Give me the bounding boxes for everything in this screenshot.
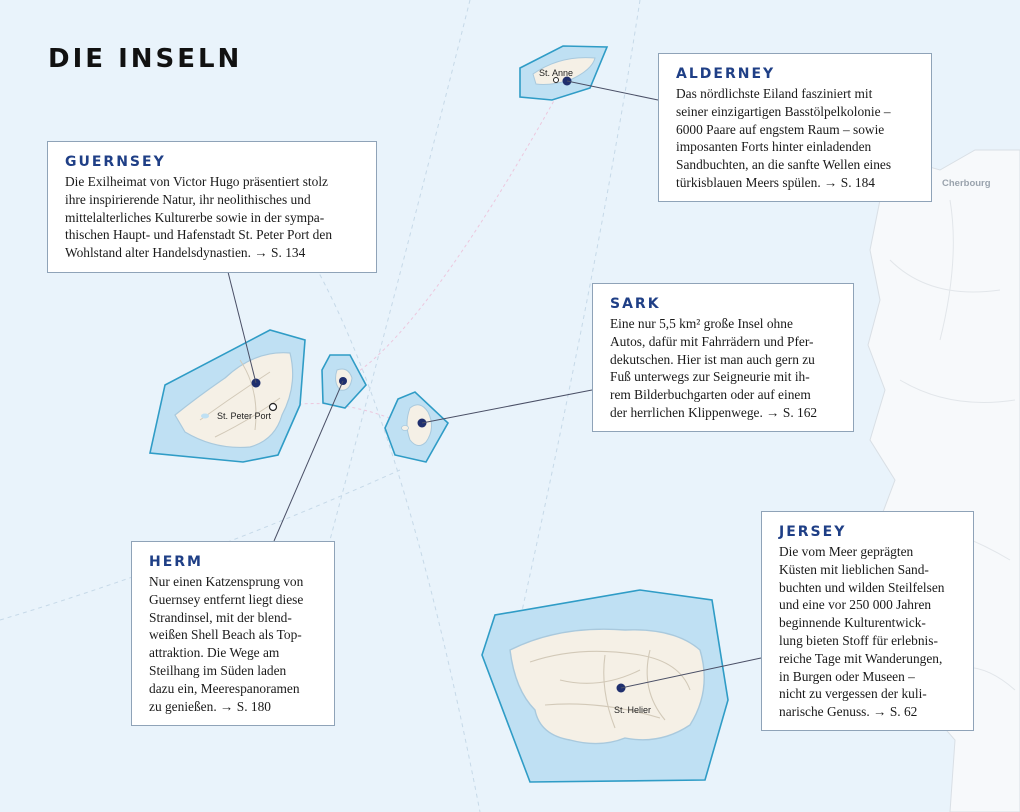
alderney-heading: ALDERNEY <box>676 66 776 82</box>
guernsey-text: Die Exilheimat von Victor Hugo präsentiert stolz ihre inspirierende Natur, ihr neolithisches und mittelalterliches Kulturerbe sowie in der sympa- thischen Haupt- und Hafenstadt St. Peter Port den Wohlstand alter Handelsdynastien. → S. 134 <box>65 174 333 261</box>
alderney-card <box>658 53 932 202</box>
st-anne-label: St. Anne <box>539 68 574 78</box>
jersey-text: Die vom Meer geprägten Küsten mit lieblichen Sand- buchten und wilden Steilfelsen und eine vor 250 000 Jahren beginnende Kulturentwick- lung bieten Stoff für erlebnis- reiche Tage mit Wanderungen, in Burgen oder Museen – nicht zu vergessen der kuli- narische Genuss. → S. 62 <box>779 544 945 720</box>
cherbourg-label: Cherbourg <box>942 178 991 189</box>
herm-card <box>131 541 335 726</box>
st-peter-port-town-icon <box>270 404 277 411</box>
alderney-text: Das nördlichste Eiland fasziniert mit seiner einzigartigen Basstölpelkolonie – 6000 Paare auf engstem Raum – sowie imposanten Forts hinter einladenden Sandbuchten, an die sanfte Wellen eines türkisblauen Meers spülen. → S. 184 <box>676 86 892 190</box>
st-peter-port-label: St. Peter Port <box>217 411 272 421</box>
jersey-heading: JERSEY <box>779 524 847 540</box>
st-anne-town-icon <box>554 78 559 83</box>
sark-leader-line <box>422 390 592 423</box>
sark-card <box>592 283 854 432</box>
st-helier-label: St. Helier <box>614 705 652 715</box>
page-title: DIE INSELN <box>48 44 243 74</box>
guernsey-marker[interactable] <box>252 379 261 388</box>
jersey-card <box>761 511 974 731</box>
sark-heading: SARK <box>610 296 661 312</box>
guernsey-card <box>47 141 377 273</box>
herm-text: Nur einen Katzensprung von Guernsey entfernt liegt diese Strandinsel, mit der blend- weißen Shell Beach als Top- attraktion. Die Wege am Steilhang im Süden laden dazu ein, Meerespanoramen zu genießen. → S. 180 <box>149 574 304 714</box>
sark-text: Eine nur 5,5 km² große Insel ohne Autos, dafür mit Fahrrädern und Pfer- dekutschen. Hier ist man auch gern zu Fuß unterwegs zur Seigneurie mit ih- rem Bilderbuchgarten oder auf einem der herrlichen Klippenwege. → S. 162 <box>610 316 818 420</box>
guernsey-heading: GUERNSEY <box>65 154 166 170</box>
herm-heading: HERM <box>149 554 203 570</box>
